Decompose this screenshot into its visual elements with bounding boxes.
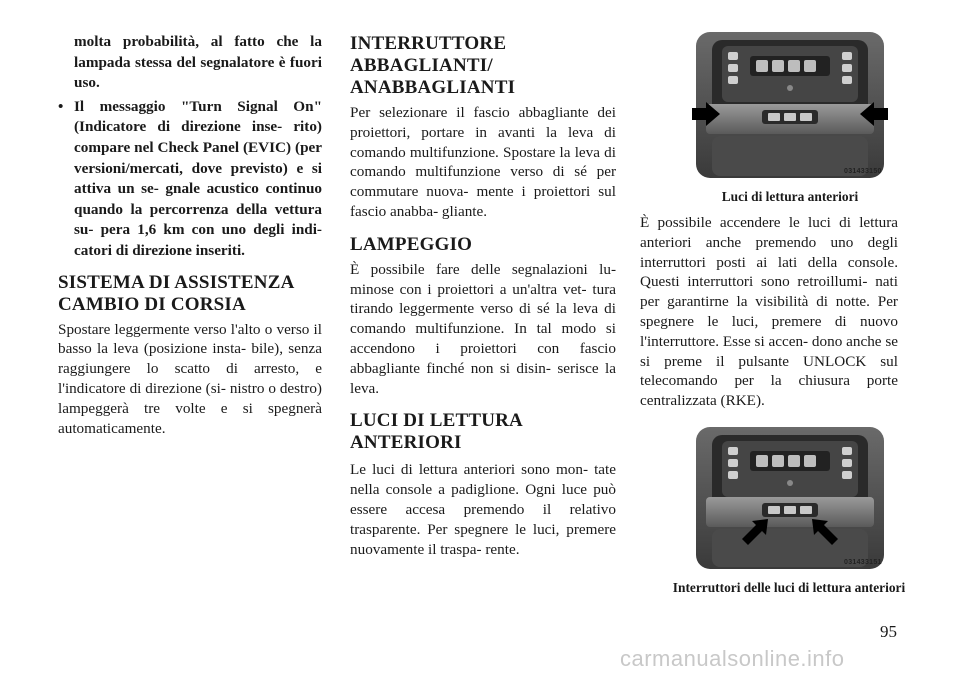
watermark-text: carmanualsonline.info [620, 646, 845, 671]
bullet-item [58, 97, 322, 262]
column-left [58, 32, 322, 438]
section-body-switches: È possibile accendere le luci di lettura anteriori anche premendo uno degli interruttori posti ai lati della console. Questi interruttori sono retroillumi- nati per garantirne la visibilità di notte. Per spegnere le luci, premere di nuovo l'interruttore. Esse si accen- dono anche se si preme il pulsante UNLOCK sul telecomando per la chiusura porte centralizzata (RKE). [640, 214, 898, 410]
figure-caption: Luci di lettura anteriori [721, 189, 859, 204]
overhead-console-image [692, 32, 888, 180]
column-middle [350, 32, 616, 559]
figure-caption: Interruttori delle luci di lettura anteriori [672, 579, 906, 595]
section-body-high-beam: Per selezionare il fascio abbagliante dei proiettori, portare in avanti la leva di comando multifunzione. Spostare la leva di comando multifunzione verso di sé per commutare nuova- mente i proiettori sul fascio anabba- gliante. [350, 104, 616, 220]
section-heading-reading-lights: LUCI DI LETTURA ANTERIORI [350, 410, 522, 454]
overhead-console-image [692, 427, 888, 571]
section-body-lane-change: Spostare leggermente verso l'alto o verso il basso la leva (posizione insta- bile), senza raggiungere lo scatto di arresto, e l'indicatore di direzione (si- nistro o destro) lampeggerà tre volte e si spegnerà automaticamente. [58, 320, 322, 437]
section-body-flash: È possibile fare delle segnalazioni lu- minose con i proiettori a un'altra vet- tura tirando leggermente verso di sé la leva di comando multifunzione. In tal modo si accendono i proiettori con fascio abbagliante finché non si disin- serisce la leva. [350, 260, 616, 397]
overhead-console-switches-illustration [692, 427, 888, 571]
bullet-text: Il messaggio "Turn Signal On" (Indicatore di direzione inse- rito) compare nel Check Panel (EVIC) (per versioni/mercati, dove previsto) e si attiva un se- gnale acustico continuo quando la percorrenza della vettura su- pera 1,6 km con uno degli indi- catori di direzione inseriti. [74, 97, 322, 259]
section-heading-lane-change: SISTEMA DI ASSISTENZA CAMBIO DI CORSIA [58, 271, 294, 315]
overhead-console-illustration [692, 32, 888, 180]
figure-reading-lights [640, 32, 898, 205]
column-right [640, 32, 906, 596]
page-number: 95 [880, 622, 897, 641]
figure-code: 031433151 [844, 558, 882, 566]
continued-paragraph: molta probabilità, al fatto che la lampada stessa del segnalatore è fuori uso. [74, 33, 322, 92]
bullet-icon: • [58, 97, 64, 115]
section-heading-flash: LAMPEGGIO [350, 233, 473, 255]
section-heading-high-beam: INTERRUTTORE ABBAGLIANTI/ ANABBAGLIANTI [350, 33, 516, 98]
section-body-reading-lights: Le luci di lettura anteriori sono mon- tate nella console a padiglione. Ogni luce può essere accesa premendo il relativo trasparente. Per spegnere le luci, premere nuovamente il traspa- rente. [350, 461, 616, 558]
figure-code: 031433150 [844, 168, 882, 175]
figure-reading-light-switches [640, 427, 906, 596]
